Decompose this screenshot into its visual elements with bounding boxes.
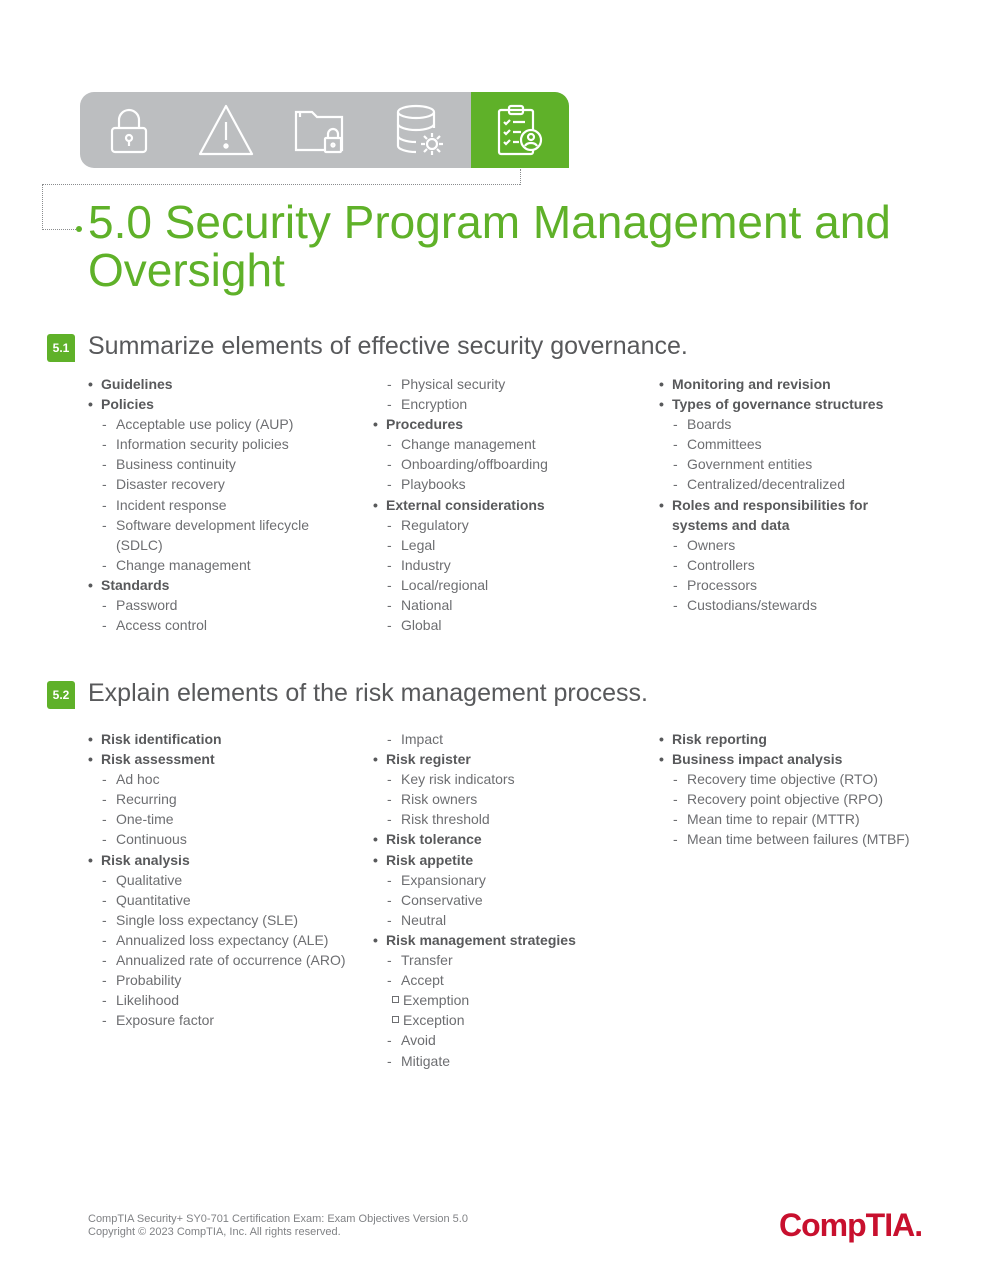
folder-lock-icon — [292, 100, 352, 160]
page-title: 5.0 Security Program Management and Oversight — [88, 196, 891, 296]
objective-item: - Likelihood — [88, 990, 356, 1010]
objective-topic: • Standards — [88, 575, 356, 595]
objective-item: - Conservative — [373, 890, 641, 910]
section-badge: 5.1 — [47, 334, 75, 362]
objective-item: - Avoid — [373, 1030, 641, 1050]
objective-item: - Ad hoc — [88, 769, 356, 789]
objective-item: - Expansionary — [373, 870, 641, 890]
objective-topic: • Risk tolerance — [373, 829, 641, 849]
objective-item: - Information security policies — [88, 434, 356, 454]
section-heading: Summarize elements of effective security governance. — [88, 332, 688, 360]
section-heading: Explain elements of the risk management process. — [88, 679, 648, 707]
objective-item: - Software development lifecycle (SDLC) — [88, 515, 356, 555]
objective-item: - Exposure factor — [88, 1010, 356, 1030]
objective-item: - Risk owners — [373, 789, 641, 809]
section-5-2-column-1 — [88, 729, 356, 1030]
section-5-1-column-3 — [659, 374, 927, 615]
objective-item: - Centralized/decentralized — [659, 474, 927, 494]
footer — [88, 1213, 468, 1239]
objective-item: - Committees — [659, 434, 927, 454]
objective-item: - Neutral — [373, 910, 641, 930]
objective-item: - Disaster recovery — [88, 474, 356, 494]
objective-subitem: Exception — [373, 1010, 641, 1030]
objective-item: - Transfer — [373, 950, 641, 970]
objective-item: - Controllers — [659, 555, 927, 575]
objective-topic: • Risk management strategies — [373, 930, 641, 950]
objective-item: - Local/regional — [373, 575, 641, 595]
objective-item: - Mean time to repair (MTTR) — [659, 809, 927, 829]
lock-icon — [99, 100, 159, 160]
objective-item: - Single loss expectancy (SLE) — [88, 910, 356, 930]
objective-item: - Impact — [373, 729, 641, 749]
objective-topic: • Roles and responsibilities for systems and data — [659, 495, 927, 535]
objective-item: - Qualitative — [88, 870, 356, 890]
objective-subitem: Exemption — [373, 990, 641, 1010]
objective-item: - Legal — [373, 535, 641, 555]
objective-topic: • Monitoring and revision — [659, 374, 927, 394]
objective-topic: • Types of governance structures — [659, 394, 927, 414]
objective-topic: • External considerations — [373, 495, 641, 515]
objective-item: - Boards — [659, 414, 927, 434]
objective-item: - Recovery time objective (RTO) — [659, 769, 927, 789]
objective-item: - Acceptable use policy (AUP) — [88, 414, 356, 434]
objective-item: - Recurring — [88, 789, 356, 809]
objective-topic: • Business impact analysis — [659, 749, 927, 769]
objective-topic: • Policies — [88, 394, 356, 414]
objective-item: - Onboarding/offboarding — [373, 454, 641, 474]
objective-item: - Playbooks — [373, 474, 641, 494]
objective-topic: • Procedures — [373, 414, 641, 434]
objective-item: - Custodians/stewards — [659, 595, 927, 615]
objective-item: - Accept — [373, 970, 641, 990]
objective-item: - Annualized rate of occurrence (ARO) — [88, 950, 356, 970]
clipboard-user-icon — [489, 100, 549, 160]
objective-item: - Industry — [373, 555, 641, 575]
objective-item: - Continuous — [88, 829, 356, 849]
objective-item: - Change management — [88, 555, 356, 575]
objective-topic: • Guidelines — [88, 374, 356, 394]
objective-topic: • Risk register — [373, 749, 641, 769]
objective-topic: • Risk reporting — [659, 729, 927, 749]
objective-item: - Key risk indicators — [373, 769, 641, 789]
objective-item: - Government entities — [659, 454, 927, 474]
comptia-logo: CompTIA. — [779, 1207, 923, 1243]
decorative-dotted-tail — [42, 229, 76, 230]
objective-item: - Recovery point objective (RPO) — [659, 789, 927, 809]
objective-topic: • Risk identification — [88, 729, 356, 749]
section-badge: 5.2 — [47, 681, 75, 709]
objective-item: - Physical security — [373, 374, 641, 394]
objective-item: - Annualized loss expectancy (ALE) — [88, 930, 356, 950]
section-5-2-column-3 — [659, 729, 927, 850]
objective-item: - Probability — [88, 970, 356, 990]
database-gear-icon — [390, 100, 450, 160]
objective-item: - Change management — [373, 434, 641, 454]
title-bullet-dot — [76, 226, 82, 232]
objective-item: - Regulatory — [373, 515, 641, 535]
objective-item: - Encryption — [373, 394, 641, 414]
objective-item: - National — [373, 595, 641, 615]
objective-topic: • Risk assessment — [88, 749, 356, 769]
objective-item: - Incident response — [88, 495, 356, 515]
objective-item: - Password — [88, 595, 356, 615]
objective-item: - Owners — [659, 535, 927, 555]
objective-item: - One-time — [88, 809, 356, 829]
objective-topic: • Risk appetite — [373, 850, 641, 870]
section-5-2-column-2 — [373, 729, 641, 1071]
objective-item: - Mean time between failures (MTBF) — [659, 829, 927, 849]
footer-exam-line: CompTIA Security+ SY0-701 Certification Exam: Exam Objectives Version 5.0 — [88, 1213, 468, 1225]
objective-item: - Mitigate — [373, 1051, 641, 1071]
section-5-1-column-2 — [373, 374, 641, 635]
warning-icon — [196, 100, 256, 160]
objective-item: - Global — [373, 615, 641, 635]
objective-item: - Access control — [88, 615, 356, 635]
objective-item: - Quantitative — [88, 890, 356, 910]
objective-item: - Business continuity — [88, 454, 356, 474]
objective-item: - Processors — [659, 575, 927, 595]
domain-icon-bar — [80, 92, 569, 168]
footer-copyright: Copyright © 2023 CompTIA, Inc. All rights reserved. — [88, 1226, 341, 1238]
objective-item: - Risk threshold — [373, 809, 641, 829]
objective-topic: • Risk analysis — [88, 850, 356, 870]
section-5-1-column-1 — [88, 374, 356, 635]
